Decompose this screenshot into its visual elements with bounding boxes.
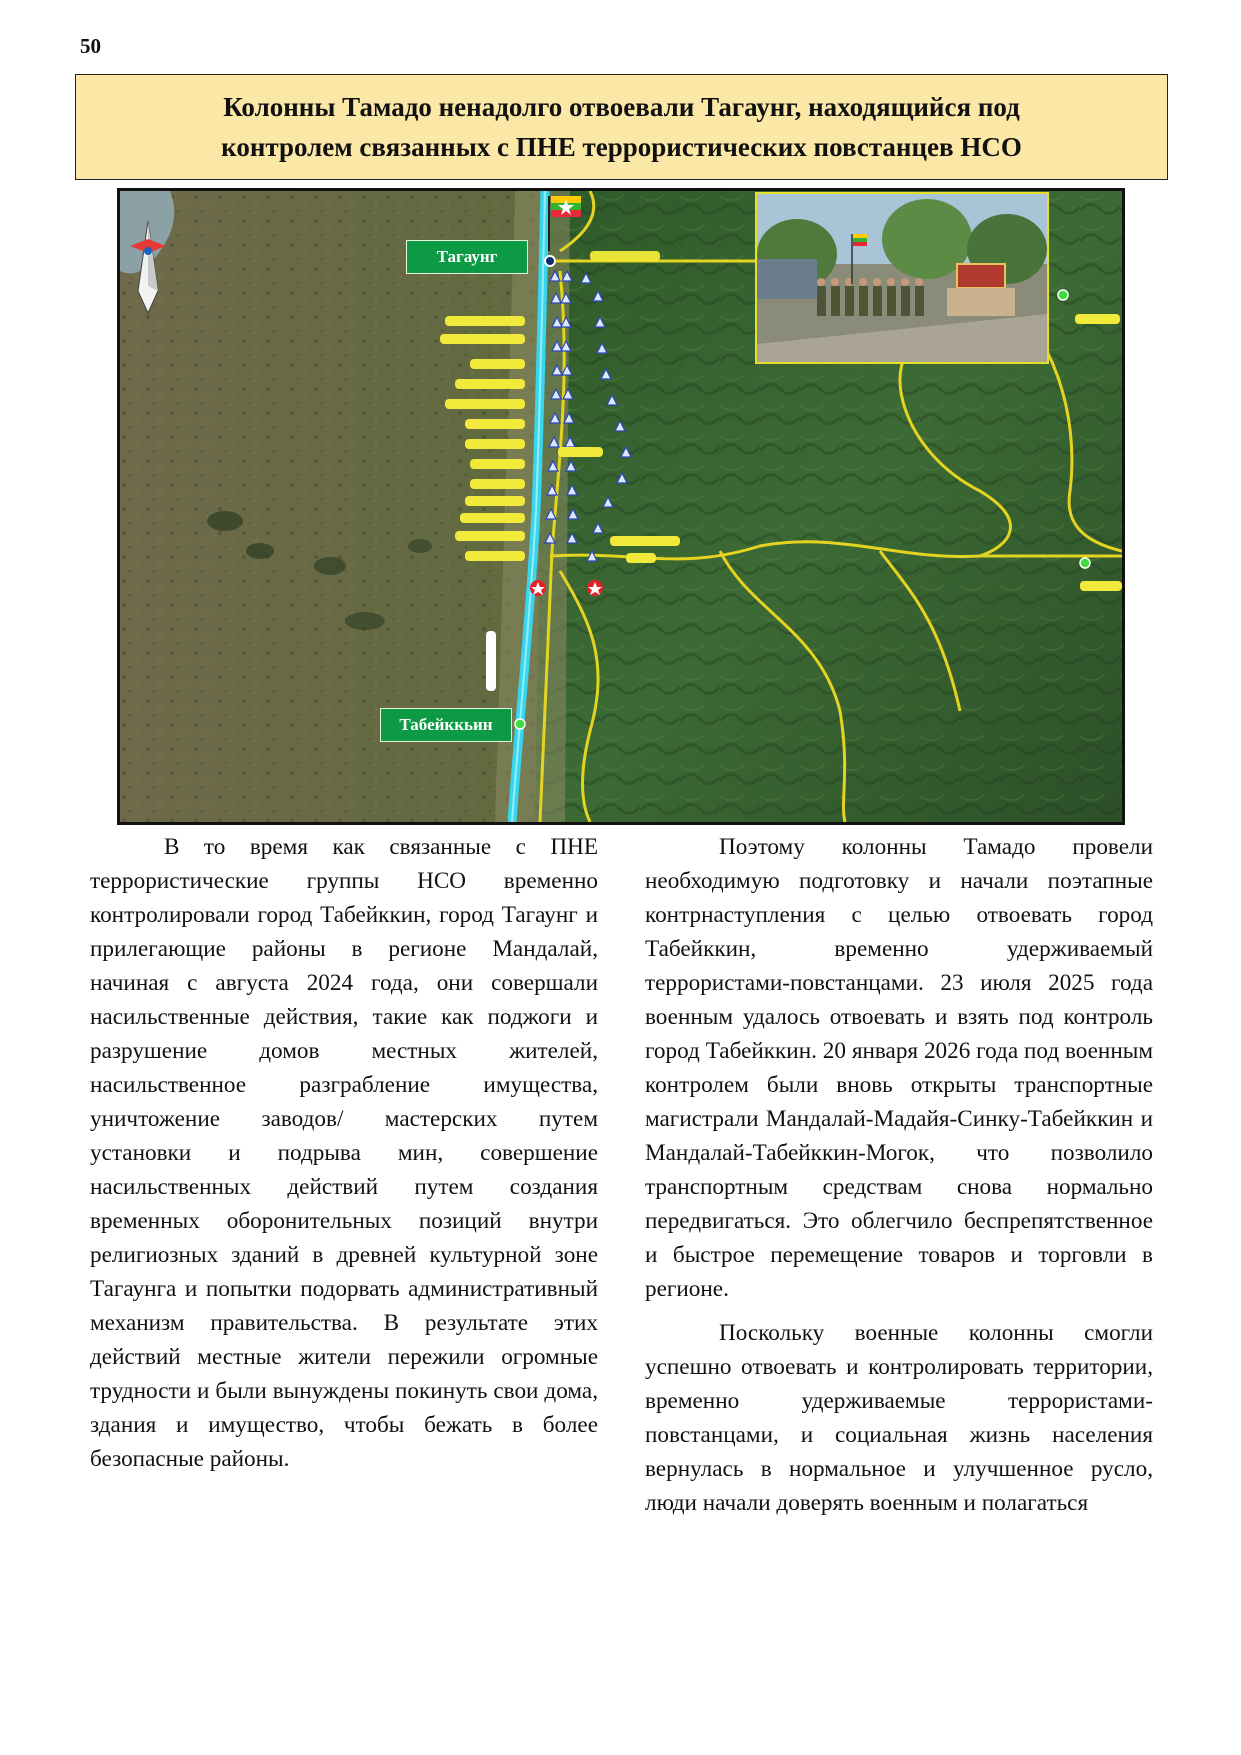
town-dot-icon	[1058, 290, 1068, 300]
right-column	[645, 830, 1153, 1520]
title-line-1: Колонны Тамадо ненадолго отвоевали Тагаунг, находящийся под	[223, 92, 1020, 122]
label-tagaung: Тагаунг	[406, 240, 528, 274]
page-title	[75, 74, 1168, 180]
town-dot-icon	[515, 719, 525, 729]
satellite-map	[117, 188, 1125, 825]
label-tabeikkyin: Табейккьин	[380, 708, 512, 742]
inset-photo	[755, 192, 1049, 364]
title-line-2: контролем связанных с ПНЕ террористических повстанцев НСО	[221, 132, 1022, 162]
left-column	[90, 830, 598, 1476]
right-paragraph-2: Поскольку военные колонны смогли успешно отвоевать и контролировать территории, временно удерживаемые террористами-повстанцами, и социальная жизнь населения вернулась в нормальное и улучшенное русло, люди начали доверять военным и полагаться	[645, 1320, 1153, 1516]
right-paragraph-1: Поэтому колонны Тамадо провели необходимую подготовку и начали поэтапные контрнаступления с целью отвоевать город Табейккин, временно удерживаемый террористами-повстанцами. 23 июля 2025 года военным удалось отвоевать и взять под контроль город Табейккин. 20 января 2026 года под военным контролем были вновь открыты транспортные магистрали Мандалай-Мадайя-Синку-Табейккин и Мандалай-Табейккин-Могок, что позволило транспортным средствам снова нормально передвигаться. Это облегчило беспрепятственное и быстрое перемещение товаров и торговли в регионе.	[645, 834, 1153, 1302]
town-dot-icon	[545, 256, 555, 266]
page-number: 50	[80, 34, 101, 58]
town-dot-icon	[1080, 558, 1090, 568]
myanmar-place-name-vertical	[486, 631, 496, 691]
left-paragraph-1: В то время как связанные с ПНЕ террористические группы НСО временно контролировали город Табейккин, город Тагаунг и прилегающие районы в регионе Мандалай, начиная с августа 2024 года, они совершали насильственные действия, такие как поджоги и разрушение домов местных жителей, насильственное разграбление имущества, уничтожение заводов/ мастерских путем установки и подрыва мин, совершение насильственных действий путем создания временных оборонительных позиций внутри религиозных зданий в древней культурной зоне Тагаунга и попытки подорвать административный механизм правительства. В результате этих действий местные жители пережили огромные трудности и были вынуждены покинуть свои дома, здания и имущество, чтобы бежать в более безопасные районы.	[90, 834, 598, 1472]
